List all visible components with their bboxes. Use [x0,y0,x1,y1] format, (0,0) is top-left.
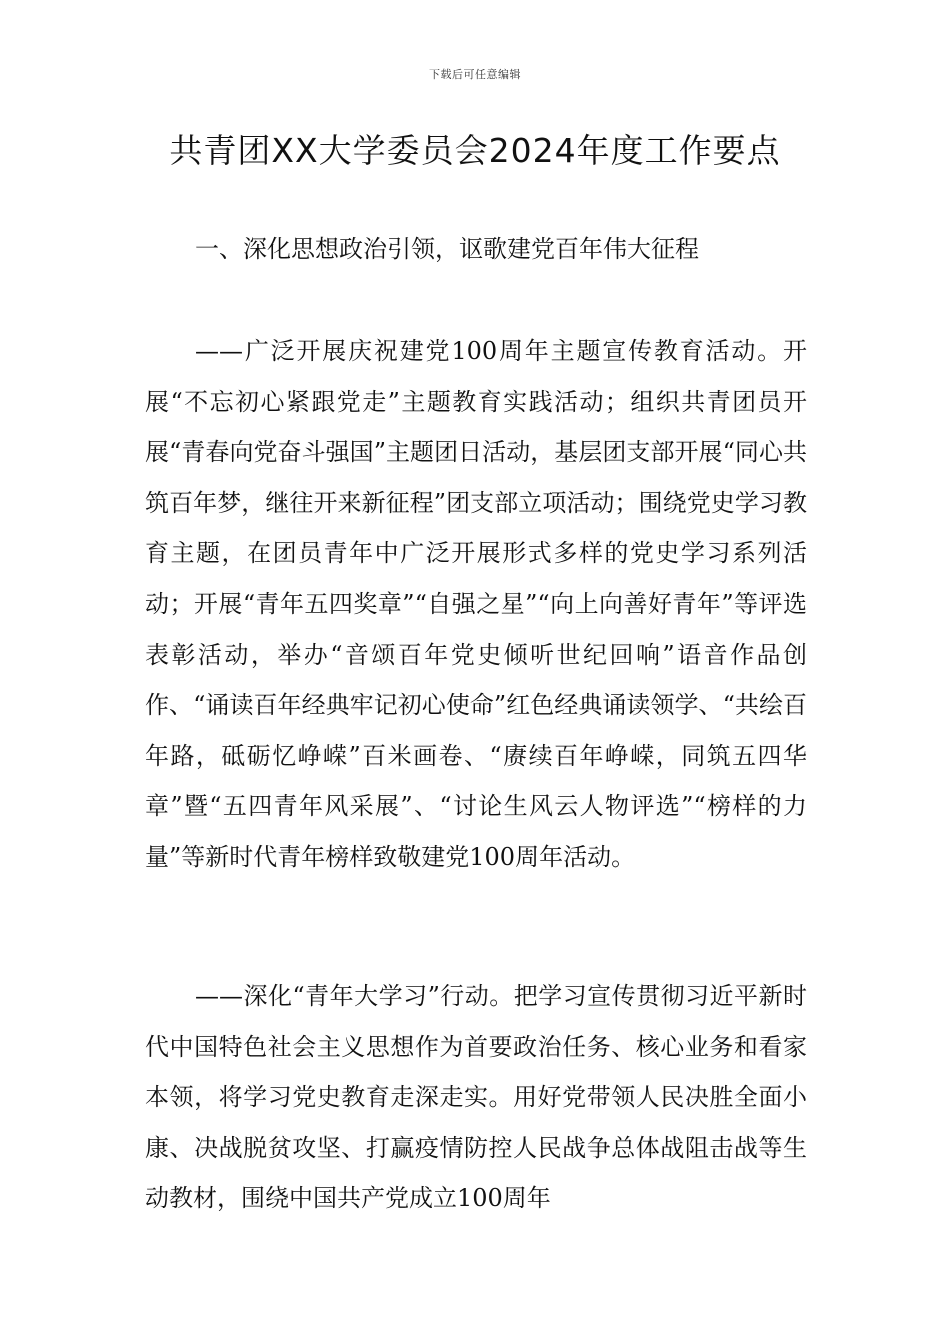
body-paragraph: ——深化“青年大学习”行动。把学习宣传贯彻习近平新时代中国特色社会主义思想作为首要政治任务、核心业务和看家本领，将学习党史教育走深走实。用好党带领人民决胜全面小康、决战脱贫攻坚、打赢疫情防控人民战争总体战阻击战等生动教材，围绕中国共产党成立100周年 [145,982,807,1213]
document-title: 共青团XX大学委员会2024年度工作要点 [169,131,781,170]
body-paragraph: ——广泛开展庆祝建党100周年主题宣传教育活动。开展“不忘初心紧跟党走”主题教育实践活动；组织共青团员开展“青春向党奋斗强国”主题团日活动，基层团支部开展“同心共筑百年梦，继往开来新征程”团支部立项活动；围绕党史学习教育主题，在团员青年中广泛开展形式多样的党史学习系列活动；开展“青年五四奖章”“自强之星”“向上向善好青年”等评选表彰活动，举办“音颂百年党史倾听世纪回响”语音作品创作、“诵读百年经典牢记初心使命”红色经典诵读领学、“共绘百年路，砥砺忆峥嵘”百米画卷、“赓续百年峥嵘，同筑五四华章”暨“五四青年风采展”、“讨论生风云人物评选”“榜样的力量”等新时代青年榜样致敬建党100周年活动。 [145,337,807,871]
header-note: 下载后可任意编辑 [429,68,521,81]
section-heading: 一、深化思想政治引领，讴歌建党百年伟大征程 [195,235,699,263]
